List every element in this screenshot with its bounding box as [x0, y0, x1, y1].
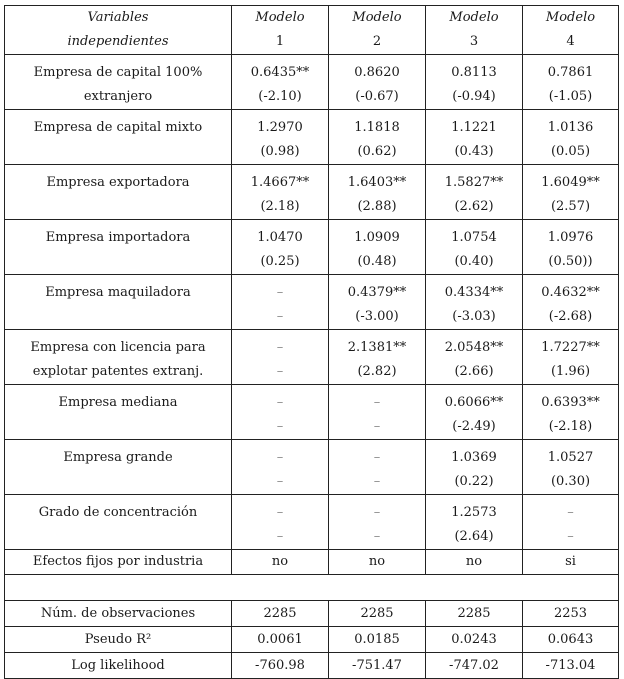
coefficient: 0.4379** [329, 281, 426, 305]
variable-name-cont [5, 140, 232, 165]
tstat-row [5, 525, 619, 550]
coefficient: 0.6435** [232, 61, 329, 85]
t-statistic: (2.88) [329, 195, 426, 220]
variable-name: Empresa mediana [5, 391, 232, 415]
model-label: Modelo [523, 6, 619, 31]
stat-value: 2285 [232, 601, 329, 627]
variable-name-cont [5, 415, 232, 440]
model-number: 3 [426, 30, 523, 55]
tstat-row [5, 415, 619, 440]
coefficient: – [232, 501, 329, 525]
variable-name-cont: extranjero [5, 85, 232, 110]
tstat-row [5, 305, 619, 330]
coefficient: 1.0976 [523, 226, 619, 250]
t-statistic: – [232, 415, 329, 440]
tstat-row [5, 360, 619, 385]
variable-name: Empresa con licencia para [5, 336, 232, 360]
t-statistic: (0.62) [329, 140, 426, 165]
variable-name-cont [5, 470, 232, 495]
variable-row [5, 61, 619, 85]
coefficient: 2.1381** [329, 336, 426, 360]
coefficient: 0.6393** [523, 391, 619, 415]
blank-row [5, 575, 619, 601]
stat-value: 2253 [523, 601, 619, 627]
t-statistic: (2.66) [426, 360, 523, 385]
t-statistic: (-0.67) [329, 85, 426, 110]
fixed-effects-value: si [523, 550, 619, 575]
t-statistic: – [232, 525, 329, 550]
variable-name-cont: explotar patentes extranj. [5, 360, 232, 385]
variable-name: Empresa exportadora [5, 171, 232, 195]
variable-name-cont [5, 305, 232, 330]
t-statistic: (0.48) [329, 250, 426, 275]
blank-cell [5, 575, 619, 601]
variable-name: Empresa de capital 100% [5, 61, 232, 85]
t-statistic: (-2.10) [232, 85, 329, 110]
coefficient: 1.0909 [329, 226, 426, 250]
variable-name: Empresa maquiladora [5, 281, 232, 305]
t-statistic: (0.25) [232, 250, 329, 275]
coefficient: 1.2970 [232, 116, 329, 140]
coefficient: 0.4334** [426, 281, 523, 305]
model-label: Modelo [426, 6, 523, 31]
coefficient: 1.1818 [329, 116, 426, 140]
variable-name-cont [5, 525, 232, 550]
t-statistic: (-2.18) [523, 415, 619, 440]
t-statistic: (1.96) [523, 360, 619, 385]
stat-value: -760.98 [232, 653, 329, 679]
variable-name: Empresa importadora [5, 226, 232, 250]
t-statistic: – [232, 470, 329, 495]
t-statistic: (2.62) [426, 195, 523, 220]
t-statistic: – [232, 360, 329, 385]
t-statistic: (0.30) [523, 470, 619, 495]
fixed-effects-value: no [426, 550, 523, 575]
coefficient: 1.6403** [329, 171, 426, 195]
coefficient: – [329, 391, 426, 415]
coefficient: 1.0754 [426, 226, 523, 250]
t-statistic: (0.22) [426, 470, 523, 495]
stat-label: Log likelihood [5, 653, 232, 679]
variable-row [5, 226, 619, 250]
stat-label: Núm. de observaciones [5, 601, 232, 627]
model-number: 2 [329, 30, 426, 55]
coefficient: 0.7861 [523, 61, 619, 85]
coefficient: 1.5827** [426, 171, 523, 195]
coefficient: 1.0527 [523, 446, 619, 470]
tstat-row [5, 85, 619, 110]
coefficient: – [232, 446, 329, 470]
header-row-1 [5, 6, 619, 31]
variable-name: Grado de concentración [5, 501, 232, 525]
header-row-2 [5, 30, 619, 55]
coefficient: 1.6049** [523, 171, 619, 195]
t-statistic: (0.43) [426, 140, 523, 165]
variable-name-cont [5, 250, 232, 275]
header-variables-label: independientes [5, 30, 232, 55]
t-statistic: (0.40) [426, 250, 523, 275]
t-statistic: (2.82) [329, 360, 426, 385]
t-statistic: – [329, 525, 426, 550]
coefficient: 0.6066** [426, 391, 523, 415]
fixed-effects-value: no [232, 550, 329, 575]
coefficient: 0.4632** [523, 281, 619, 305]
tstat-row [5, 140, 619, 165]
t-statistic: – [329, 415, 426, 440]
stat-value: 0.0643 [523, 627, 619, 653]
stat-row [5, 601, 619, 627]
stat-row [5, 627, 619, 653]
variable-row [5, 336, 619, 360]
t-statistic: – [232, 305, 329, 330]
coefficient: 1.0136 [523, 116, 619, 140]
t-statistic: (2.57) [523, 195, 619, 220]
stat-value: 0.0061 [232, 627, 329, 653]
tstat-row [5, 250, 619, 275]
fixed-effects-row [5, 550, 619, 575]
coefficient: 1.7227** [523, 336, 619, 360]
t-statistic: (0.98) [232, 140, 329, 165]
variable-name-cont [5, 195, 232, 220]
tstat-row [5, 470, 619, 495]
header-variables-label: Variables [5, 6, 232, 31]
variable-name: Empresa de capital mixto [5, 116, 232, 140]
t-statistic: (-2.49) [426, 415, 523, 440]
t-statistic: (-2.68) [523, 305, 619, 330]
fixed-effects-value: no [329, 550, 426, 575]
model-label: Modelo [329, 6, 426, 31]
coefficient: 0.8620 [329, 61, 426, 85]
variable-row [5, 446, 619, 470]
coefficient: 1.1221 [426, 116, 523, 140]
stat-value: -713.04 [523, 653, 619, 679]
fixed-effects-label: Efectos fijos por industria [5, 550, 232, 575]
stat-value: 0.0243 [426, 627, 523, 653]
stat-value: -751.47 [329, 653, 426, 679]
t-statistic: (0.50)) [523, 250, 619, 275]
t-statistic: (-3.03) [426, 305, 523, 330]
coefficient: 2.0548** [426, 336, 523, 360]
coefficient: – [232, 336, 329, 360]
model-label: Modelo [232, 6, 329, 31]
t-statistic: (2.18) [232, 195, 329, 220]
coefficient: – [329, 501, 426, 525]
variable-row [5, 281, 619, 305]
coefficient: 1.0369 [426, 446, 523, 470]
coefficient: – [329, 446, 426, 470]
stat-value: -747.02 [426, 653, 523, 679]
model-number: 4 [523, 30, 619, 55]
stat-value: 0.0185 [329, 627, 426, 653]
stat-value: 2285 [426, 601, 523, 627]
variable-row [5, 116, 619, 140]
stat-row [5, 653, 619, 679]
t-statistic: (-0.94) [426, 85, 523, 110]
t-statistic: – [523, 525, 619, 550]
variable-row [5, 501, 619, 525]
coefficient: 1.4667** [232, 171, 329, 195]
tstat-row [5, 195, 619, 220]
t-statistic: – [329, 470, 426, 495]
variable-name: Empresa grande [5, 446, 232, 470]
t-statistic: (-3.00) [329, 305, 426, 330]
coefficient: – [232, 391, 329, 415]
coefficient: 0.8113 [426, 61, 523, 85]
variable-row [5, 171, 619, 195]
regression-table [4, 5, 619, 679]
variable-row [5, 391, 619, 415]
coefficient: – [523, 501, 619, 525]
stat-value: 2285 [329, 601, 426, 627]
t-statistic: (0.05) [523, 140, 619, 165]
coefficient: 1.0470 [232, 226, 329, 250]
stat-label: Pseudo R² [5, 627, 232, 653]
coefficient: 1.2573 [426, 501, 523, 525]
t-statistic: (-1.05) [523, 85, 619, 110]
model-number: 1 [232, 30, 329, 55]
coefficient: – [232, 281, 329, 305]
t-statistic: (2.64) [426, 525, 523, 550]
